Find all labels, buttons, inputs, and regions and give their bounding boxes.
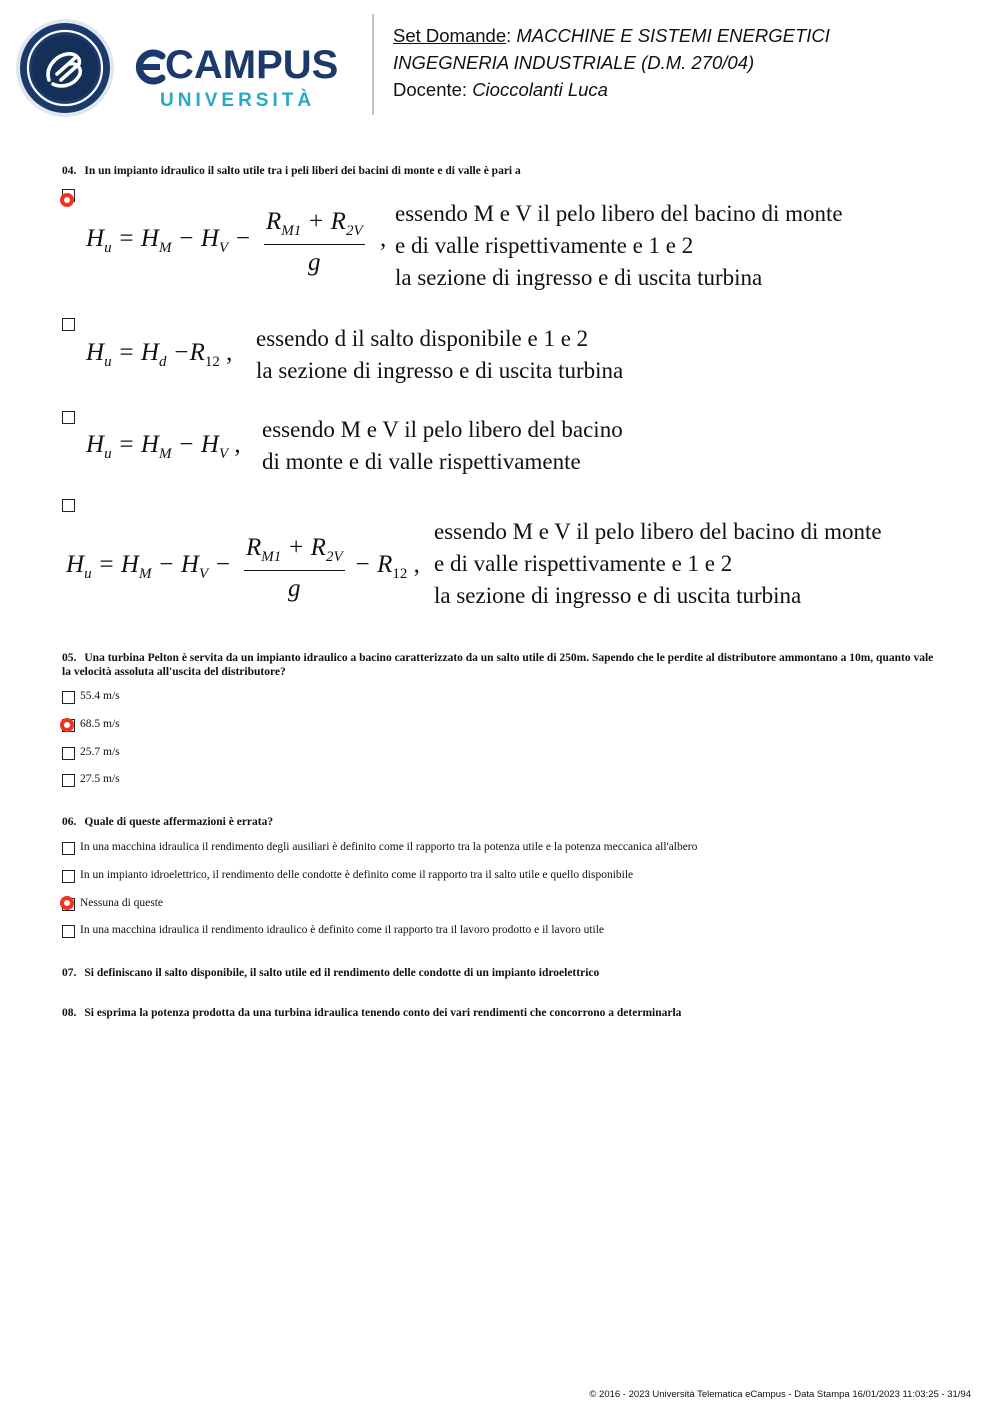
question-number: 07. (62, 967, 77, 979)
question-text: Si definiscano il salto disponibile, il salto utile ed il rendimento delle condotte di un impianto idroelettrico (84, 967, 600, 979)
set-title-2: INGEGNERIA INDUSTRIALE (D.M. 270/04) (393, 52, 755, 73)
question-number: 05. (62, 652, 77, 664)
desc-line: essendo M e V il pelo libero del bacino (262, 417, 623, 442)
q04-option-4-description (434, 516, 882, 612)
q04-option-1-description (395, 198, 843, 294)
selected-answer-marker-icon (60, 193, 74, 207)
docente-name: Cioccolanti Luca (472, 79, 608, 100)
desc-line: e di valle rispettivamente e 1 e 2 (434, 551, 733, 576)
q04-option-4-formula-tail: − $R_{12}$ , (354, 551, 420, 582)
q05-option-1-label: 55.4 m/s (80, 690, 120, 702)
desc-line: di monte e di valle rispettivamente (262, 449, 581, 474)
q04-option-4-formula: $H_u = H_M - H_V$ − (66, 551, 232, 582)
header-info (393, 22, 983, 103)
question-05-title (62, 651, 942, 679)
desc-line: la sezione di ingresso e di uscita turbina (256, 358, 624, 383)
q04-option-2-description (256, 323, 623, 387)
header-divider (372, 14, 374, 115)
q05-option-1-checkbox[interactable] (62, 691, 75, 704)
q04-option-2-formula: $H_u = H_d -R_{12}$ , (86, 339, 233, 370)
q05-option-4-checkbox[interactable] (62, 774, 75, 787)
question-number: 08. (62, 1007, 77, 1019)
docente-label: Docente: (393, 79, 468, 100)
q05-option-2-label: 68.5 m/s (80, 718, 120, 730)
q04-option-1-fraction: $\frac{R_{M1} + R_{2V}}{g}$ (266, 208, 363, 276)
logo-sub-text: UNIVERSITÀ (160, 90, 316, 111)
question-text: Una turbina Pelton è servita da un impianto idraulico a bacino caratterizzato da un salto utile di 250m. Sapendo che le perdite al distributore ammontano a 10m, quanto vale la velocità assoluta all'uscita del distributore? (62, 652, 934, 678)
set-label: Set Domande (393, 25, 507, 46)
question-text: Si esprima la potenza prodotta da una turbina idraulica tenendo conto dei vari rendimenti che concorrono a determinarla (84, 1007, 682, 1019)
question-07-title (62, 966, 942, 980)
q06-option-1-label: In una macchina idraulica il rendimento degli ausiliari è definito come il rapporto tra la potenza utile e la potenza meccanica all'albero (80, 841, 698, 853)
selected-answer-marker-icon (60, 718, 74, 732)
q04-option-3-checkbox[interactable] (62, 411, 75, 424)
question-number: 06. (62, 816, 77, 828)
q05-option-3-label: 25.7 m/s (80, 746, 120, 758)
q06-option-2-checkbox[interactable] (62, 870, 75, 883)
desc-line: essendo M e V il pelo libero del bacino di monte (395, 201, 843, 226)
set-title-line-2 (393, 49, 983, 76)
q05-option-3-checkbox[interactable] (62, 747, 75, 760)
ecampus-wordmark-logo (132, 40, 357, 112)
docente-line (393, 76, 983, 103)
set-title-1: MACCHINE E SISTEMI ENERGETICI (516, 25, 830, 46)
desc-line: essendo d il salto disponibile e 1 e 2 (256, 326, 589, 351)
q04-option-2-checkbox[interactable] (62, 318, 75, 331)
set-title-line-1: Set Domande: MACCHINE E SISTEMI ENERGETICI (393, 25, 830, 46)
desc-line: e di valle rispettivamente e 1 e 2 (395, 233, 694, 258)
desc-line: la sezione di ingresso e di uscita turbina (395, 265, 763, 290)
q04-option-4-checkbox[interactable] (62, 499, 75, 512)
q05-option-4-label: 27.5 m/s (80, 773, 120, 785)
q04-option-3-formula: $H_u = H_M - H_V$ , (86, 431, 241, 462)
selected-answer-marker-icon (60, 896, 74, 910)
q06-option-1-checkbox[interactable] (62, 842, 75, 855)
question-08-title (62, 1006, 942, 1020)
q04-option-3-description (262, 414, 623, 478)
question-04-title (62, 164, 942, 178)
desc-line: la sezione di ingresso e di uscita turbina (434, 583, 802, 608)
question-text: In un impianto idraulico il salto utile tra i peli liberi dei bacini di monte e di valle è pari a (84, 165, 521, 177)
q06-option-3-label: Nessuna di queste (80, 897, 164, 909)
logo-word-text: CAMPUS (165, 43, 339, 87)
q06-option-4-label: In una macchina idraulica il rendimento idraulico è definito come il rapporto tra il lavoro prodotto e il lavoro utile (80, 924, 605, 936)
question-06-title (62, 815, 942, 829)
desc-line: essendo M e V il pelo libero del bacino di monte (434, 519, 882, 544)
question-number: 04. (62, 165, 77, 177)
q06-option-4-checkbox[interactable] (62, 925, 75, 938)
page-footer: © 2016 - 2023 Università Telematica eCampus - Data Stampa 16/01/2023 11:03:25 - 31/94 (589, 1389, 971, 1400)
ecampus-seal-logo (15, 18, 115, 118)
q04-option-4-fraction: $\frac{R_{M1} + R_{2V}}{g}$ (246, 534, 343, 602)
q04-option-1-comma: , (380, 225, 387, 252)
q04-option-1-formula: $H_u = H_M - H_V$ − (86, 225, 252, 256)
question-text: Quale di queste affermazioni è errata? (84, 816, 274, 828)
q06-option-2-label: In un impianto idroelettrico, il rendimento delle condotte è definito come il rapporto tra il salto utile e quello disponibile (80, 869, 634, 881)
